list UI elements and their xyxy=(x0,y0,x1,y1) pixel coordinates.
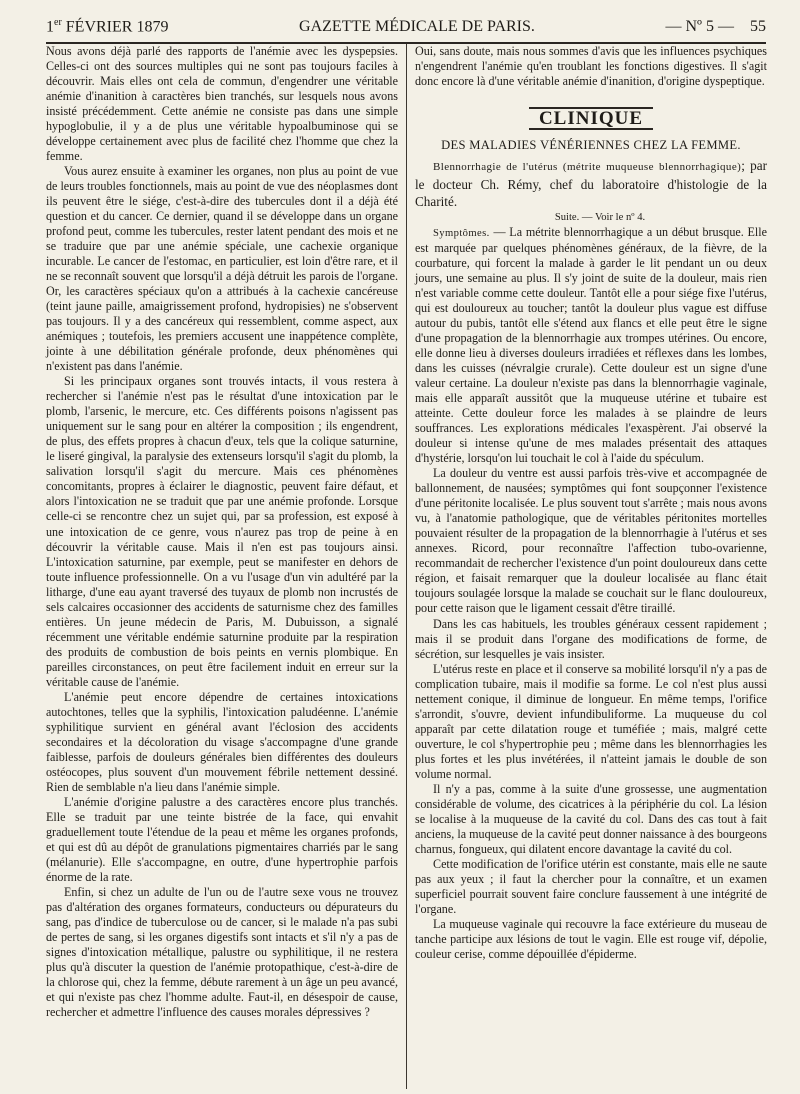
paragraph: L'utérus reste en place et il conserve sa mobilité lorsqu'il n'y a pas de complication tubaire, mais il modifie sa forme. Le col n'est plus aussi nettement conique, il diminue de longueur. En même temps, l'orifice s'arrondit, s'ouvre, devient infundibuliforme. La muqueuse du col apparaît par cette dilatation rouge et tuméfiée ; mais, malgré cette ouverture, le col s'hypertrophie peu ; même dans les blennorrhagies les plus fortes et les plus invétérées, il n'atteint jamais le double de son volume normal. xyxy=(415,661,767,781)
header-date: 1er FÉVRIER 1879 xyxy=(46,17,169,36)
right-column xyxy=(415,44,767,962)
header-title: GAZETTE MÉDICALE DE PARIS. xyxy=(299,18,535,35)
paragraph: Dans les cas habituels, les troubles généraux cessent rapidement ; mais il se produit dans l'organe des modifications de forme, de sécrétion, sur lesquelles je vais insister. xyxy=(415,616,767,661)
header-issue: — Nº 5 — 55 xyxy=(665,18,766,35)
section-title: CLINIQUE xyxy=(529,107,653,130)
paragraph: La douleur du ventre est aussi parfois très-vive et accompagnée de ballonnement, de nausées; symptômes qui font soupçonner l'existence d'une péritonite localisée. Le plus souvent tout s'arrête ; mais nous avons vu, à l'anatomie pathologique, que de véritables péritonites mortelles pouvaient résulter de la propagation de la blennorrhagie à l'utérus et ses annexes. Ricord, pour reconnaître l'affection tubo-ovarienne, recommandait de rechercher l'existence d'un point douloureux dans cette région, et faisait remarquer que la douleur localisée au flanc était toujours soulagée lorsque la malade se couchait sur le flanc douloureux, pour cette raison que le ligament cessait d'être tiraillé. xyxy=(415,466,767,616)
paragraph: Nous avons déjà parlé des rapports de l'anémie avec les dyspepsies. Celles-ci ont des sources multiples qui ne sont pas toujours faciles à découvrir. Mais elles ont cela de commun, d'engendrer une véritable anémie d'inanition à caractères bien tranchés, sur lesquels nous avons insisté précédemment. Cette anémie ne consiste pas dans une simple hypoglobulie, il y a de plus une véritable hypoalbuminose qui se développe certainement avec plus de facilité chez l'homme que chez la femme. xyxy=(46,44,398,164)
paragraph: L'anémie d'origine palustre a des caractères encore plus tranchés. Elle se traduit par une teinte bistrée de la face, qui envahit graduellement toute l'étendue de la peau et même les organes profonds, et qui est dû au dépôt de granulations pigmentaires charriés par le sang (mélanurie). Elle s'accompagne, en outre, d'une hypertrophie parfois énorme de la rate. xyxy=(46,794,398,884)
paragraph: Cette modification de l'orifice utérin est constante, mais elle ne saute pas aux yeux ; il faut la chercher pour la connaître, et un examen superficiel pourrait souvent faire conclure faussement à une intégrité de l'organe. xyxy=(415,856,767,916)
symptomes-label: Symptômes. xyxy=(433,228,490,240)
article-heading: Blennorrhagie de l'utérus (métrite muqueuse blennorrhagique); par le docteur Ch. Rémy, chef du laboratoire d'histologie de la Charité. xyxy=(415,158,767,210)
column-divider xyxy=(406,44,407,1089)
paragraph: La muqueuse vaginale qui recouvre la face extérieure du museau de tanche participe aux lésions de tout le vagin. Elle est rouge vif, dépolie, couleur cerise, comme dépouillée d'épiderme. xyxy=(415,916,767,961)
paragraph: Symptômes. — La métrite blennorrhagique a un début brusque. Elle est marquée par quelques phénomènes généraux, de la fièvre, de la courbature, qui forcent la malade à garder le lit pendant un ou deux jours, une semaine au plus. Il s'y joint de suite de la douleur, mais rien n'est variable comme cette douleur. Tantôt elle a pour siége fixe l'utérus, qui est douloureux au toucher; tantôt la douleur plus vague est diffuse autour du pubis, tantôt elle s'étend aux flancs et elle peut être le signe d'une propagation de la blennorrhagie aux trompes utérines. Ou encore, elle donne lieu à diverses douleurs irradiées et réflexes dans les lombes, dans les cuisses (névralgie crurale). Cette douleur est un signe d'une valeur certaine. La douleur n'existe pas dans la blennorrhagie vaginale, mais elle apparaît aussitôt que la muqueuse utérine et tubaire est atteinte. Cette douleur force les malades à se plaindre de leurs souffrances. Les explorations médicales l'exaspèrent. J'ai observé la douleur si intense qu'une de mes malades présentait des attaques d'hystérie, lorsqu'on lui touchait le col à l'aide du spéculum. xyxy=(415,225,767,466)
paragraph: Enfin, si chez un adulte de l'un ou de l'autre sexe vous ne trouvez pas d'altération des organes formateurs, conducteurs ou dépurateurs du sang, pas d'indice de tuberculose ou de cancer, si le malade n'a pas subi de pertes de sang, si les organes digestifs sont intacts et s'il n'y a pas de signes d'intoxication métallique, palustre ou syphilitique, il ne restera plus qu'à discuter la question de l'anémie protopathique, c'est-à-dire de la chlorose qui, chez la femme, débute rarement à un âge un peu avancé, et qui n'existe pas chez l'homme adulte. Faut-il, en désespoir de cause, rechercher et admettre l'influence des causes morales dépressives ? xyxy=(46,884,398,1019)
left-column xyxy=(46,44,398,1020)
suite-note: Suite. — Voir le nº 4. xyxy=(554,212,646,224)
paragraph: Il n'y a pas, comme à la suite d'une grossesse, une augmentation considérable de volume, des cicatrices à la périphérie du col. La lésion se localise à la muqueuse de la cavité du col. Dans des cas tout à fait anciens, la muqueuse de la cavité peut donner naissance à des bourgeons charnus, fongueux, qui dilatent encore davantage la cavité du col. xyxy=(415,781,767,856)
paragraph: L'anémie peut encore dépendre de certaines intoxications autochtones, telles que la syphilis, l'intoxication paludéenne. L'anémie syphilitique survient en général avant l'éclosion des accidents secondaires et la décoloration du visage s'accompagne d'une grande faiblesse, parfois de douleurs générales bien différentes des douleurs ostéocopes, plus souvent d'un mouvement fébrile nettement dessiné. Rien de semblable n'a lieu dans l'anémie simple. xyxy=(46,689,398,794)
paragraph: Vous aurez ensuite à examiner les organes, non plus au point de vue de leurs troubles fonctionnels, mais au point de vue des néoplasmes dont ils peuvent être le siége, c'est-à-dire des tubercules dont il a déjà été question et du cancer. Ce dernier, quand il se développe dans un organe profond peut, comme les tubercules, rester latent pendant des mois et ne se traduire que par une anémie spéciale, une cachexie organique incurable. Le cancer de l'estomac, en particulier, est loin d'être rare, et il ne se reconnaît souvent que lorsqu'il a déjà détruit les parois de l'organe. Or, les caractères spéciaux qu'on a attribués à la cachexie cancéreuse (teint jaune paille, amaigrissement profond, hydropisies) ne s'observent pas toujours. Il y a des cancéreux qui ressemblent, comme aspect, aux anémiques ; toutefois, les premiers accusent une inappétence complète, jointe à une débilitation générale profonde, deux phénomènes qui n'existent pas dans l'anémie. xyxy=(46,164,398,374)
paragraph: Si les principaux organes sont trouvés intacts, il vous restera à rechercher si l'anémie n'est pas le résultat d'une intoxication par le plomb, l'arsenic, le mercure, etc. Ces différents poisons n'agissent pas uniquement sur le sang pour en altérer la composition ; ils engendrent, de plus, des effets propres à chacun d'eux, tels que la colique saturnine, le liseré gingival, la paralysie des extenseurs lorsqu'il s'agit du plomb, la salivation lorsqu'il s'agit du mercure. Mais ces phénomènes concomitants, propres à éclairer le diagnostic, peuvent faire défaut, et alors l'intoxication ne se traduit que par une anémie profonde. Lorsque celle-ci se rencontre chez un sujet qui, par sa profession, est exposé à une intoxication de ce genre, vous n'aurez pas trop de peine à en découvrir la véritable cause. Mais il n'en est pas toujours ainsi. L'intoxication saturnine, par exemple, peut se manifester en dehors de toute influence professionnelle. On a vu l'usage d'un vin adultéré par la litharge, d'une eau ayant traversé des tuyaux de plomb non incrustés de sels calcaires occasionner des accidents de saturnisme chez des familles entières. Un jeune médecin de Paris, M. Dubuisson, a signalé récemment une véritable endémie saturnine produite par la respiration des produits de combustion de bois peints en vernis plombique. En pareilles circonstances, on peut être facilement induit en erreur sur la véritable cause de l'anémie. xyxy=(46,374,398,689)
page-header xyxy=(46,12,766,44)
paragraph: Oui, sans doute, mais nous sommes d'avis que les influences psychiques n'engendrent l'anémie qu'en troublant les fonctions digestives. Il s'agit donc encore là d'une véritable anémie d'inanition, d'origine dyspeptique. xyxy=(415,44,767,89)
section-heading xyxy=(415,107,767,153)
section-subtitle: DES MALADIES VÉNÉRIENNES CHEZ LA FEMME. xyxy=(441,138,741,153)
